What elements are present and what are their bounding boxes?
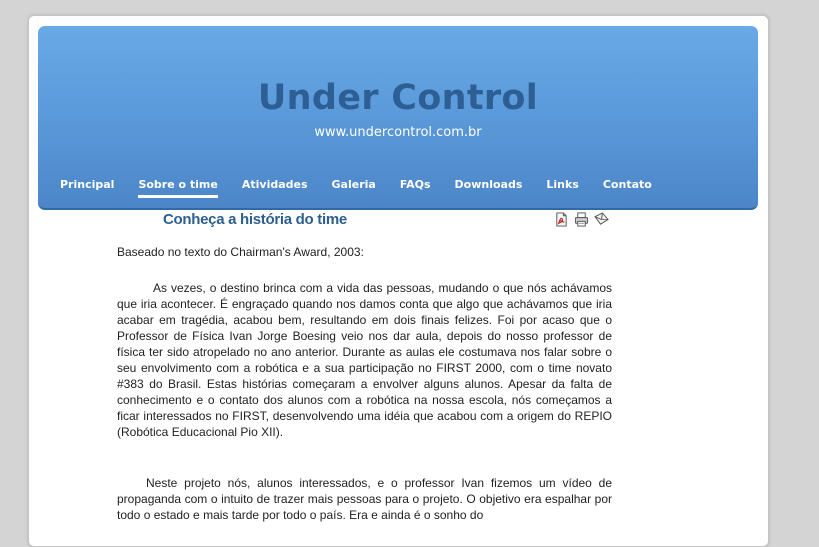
article-paragraph: As vezes, o destino brinca com a vida das pessoas, mudando o que nós achávamos que iria acontecer. É engraçado quando nos damos conta que algo que achávamos que iria acabar em tragédia, acabou bem, resultando em dois finais felizes. Foi por acaso que o Professor de Física Ivan Jorge Boesing veio nos dar aula, depois do nosso professor de física ter sido atropelado no ano anterior. Durante as aulas ele costumava nos falar sobre o seu envolvimento com a robótica e a sua participação no FIRST 2000, com o time novato #383 do Brasil. Estas histórias começaram a envolver alguns alunos. Apesar da falta de conhecimento e o contato dos alunos com a robótica na nossa escola, nós começamos a ficar interessados no FIRST, desenvolvendo uma idéia que acabou com a origem do REPIO (Robótica Educacional Pio XII). (117, 281, 612, 439)
nav-item-contato[interactable]: Contato (602, 178, 652, 191)
nav-item-galeria[interactable]: Galeria (331, 178, 376, 191)
nav-item-sobre-o-time[interactable]: Sobre o time (138, 178, 217, 198)
main-nav (60, 178, 676, 198)
site-header (38, 26, 758, 210)
nav-item-atividades[interactable]: Atividades (241, 178, 308, 191)
site-title: Under Control (257, 78, 539, 118)
nav-item-faqs[interactable]: FAQs (399, 178, 431, 191)
nav-item-principal[interactable]: Principal (60, 178, 115, 191)
article-tools (554, 212, 614, 227)
article-title: Conheça a história do time (163, 211, 347, 228)
nav-item-links[interactable]: Links (546, 178, 579, 191)
print-icon[interactable] (574, 212, 589, 227)
email-icon[interactable] (594, 212, 609, 227)
pdf-icon[interactable] (554, 212, 569, 227)
nav-item-downloads[interactable]: Downloads (454, 178, 523, 191)
article-intro: Baseado no texto do Chairman's Award, 2003: (117, 245, 364, 259)
article-paragraph: Neste projeto nós, alunos interessados, e o professor Ivan fizemos um vídeo de propaganda com o intuito de trazer mais pessoas para o projeto. O objetivo era espalhar por todo o estado e mais tarde por todo o país. Era e ainda é o sonho do (117, 476, 612, 522)
site-url: www.undercontrol.com.br (314, 125, 482, 140)
